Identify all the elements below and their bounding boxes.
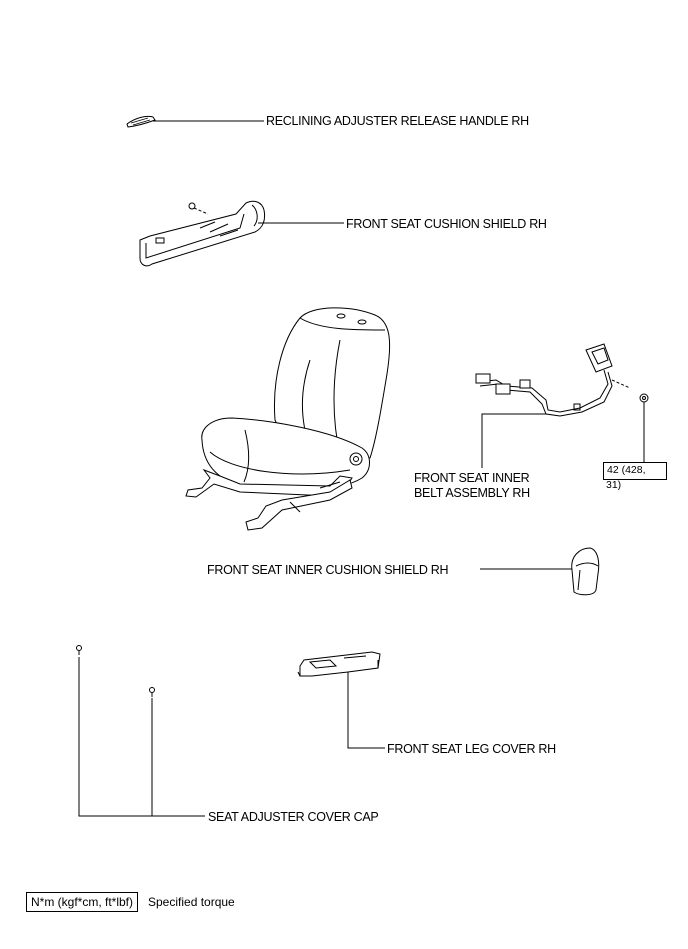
leader-cover-cap xyxy=(79,657,205,816)
label-inner-belt-line2: BELT ASSEMBLY RH xyxy=(414,486,530,500)
cushion-shield-part xyxy=(140,201,265,266)
seat-assembly xyxy=(186,308,390,530)
label-inner-belt-line1: FRONT SEAT INNER xyxy=(414,471,530,485)
torque-value-box: 42 (428, xyxy=(603,462,667,480)
label-reclining-handle: RECLINING ADJUSTER RELEASE HANDLE RH xyxy=(266,114,529,128)
reclining-handle-part xyxy=(127,116,155,127)
label-inner-cushion-shield: FRONT SEAT INNER CUSHION SHIELD RH xyxy=(207,563,449,577)
label-leg-cover: FRONT SEAT LEG COVER RH xyxy=(387,742,556,756)
label-adjuster-cap: SEAT ADJUSTER COVER CAP xyxy=(208,810,379,824)
label-cushion-shield: FRONT SEAT CUSHION SHIELD RH xyxy=(346,217,547,231)
cover-cap-parts xyxy=(77,646,155,698)
legend-torque-text: Specified torque xyxy=(148,895,235,909)
inner-belt-part xyxy=(476,344,648,416)
torque-value-cont: 31) xyxy=(606,479,622,491)
leader-inner-belt xyxy=(482,414,546,468)
leader-leg-cover xyxy=(348,672,385,748)
leg-cover-part xyxy=(298,652,380,676)
legend-torque-box: N*m (kgf*cm, ft*lbf) xyxy=(26,892,138,912)
inner-cushion-shield-part xyxy=(572,548,599,595)
